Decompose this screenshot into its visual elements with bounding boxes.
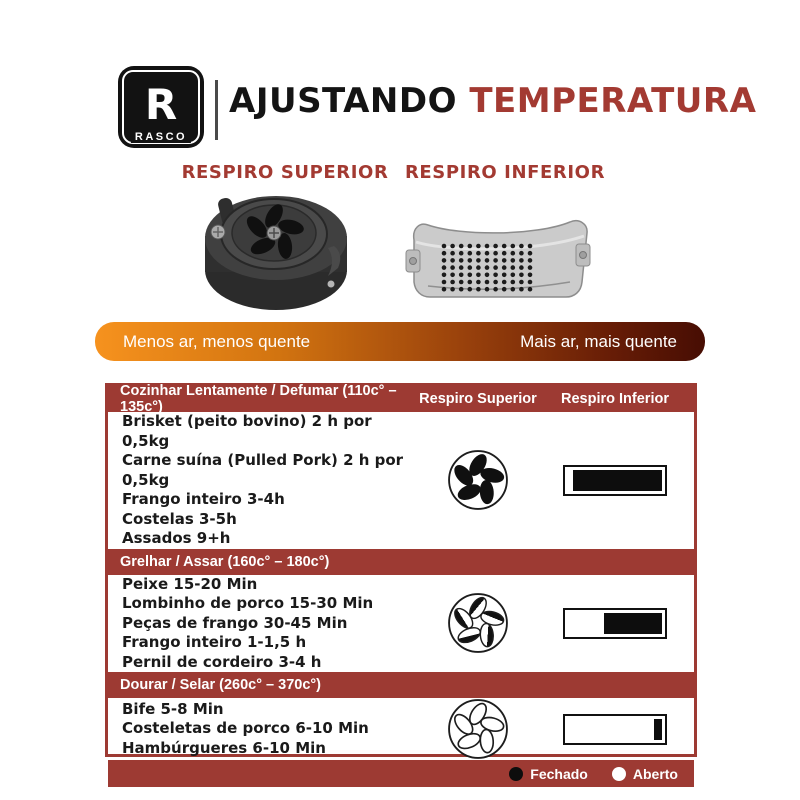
bottom-vent-indicator-half [542,608,688,639]
section-body-selar [108,698,694,760]
gradient-right-text: Mais ar, mais quente [520,331,677,351]
food-item: Costeletas de porco 6-10 Min [122,719,369,738]
food-item: Assados 9+h [122,529,231,547]
section-header-selar [108,672,694,698]
food-item: Carne suína (Pulled Pork) 2 h por 0,5kg [122,451,404,489]
bottom-vent-fill [604,613,662,634]
closed-dot-icon [509,767,523,781]
food-item: Peixe 15-20 Min [122,574,258,593]
food-item-list [108,575,414,673]
bottom-vent-fill [654,719,662,740]
top-vent-state-icon-half [414,592,542,654]
section-body-grelhar [108,575,694,673]
section-title: Cozinhar Lentamente / Defumar (110c° – 135c°) [120,383,397,415]
rasco-logo [118,66,204,148]
page-title [229,81,757,121]
food-item: Pernil de cordeiro 3-4 h [122,652,322,671]
top-vent-state-icon-closed [414,449,542,511]
bottom-vent-fill [573,470,662,491]
food-item: Frango inteiro 3-4h [122,490,285,508]
bottom-vent-indicator-open [542,714,688,745]
logo-brand-text: RASCO [131,131,191,143]
page-title-red: TEMPERATURA [469,81,757,121]
legend-aberto [612,766,678,782]
label-respiro-superior: RESPIRO SUPERIOR [181,162,389,183]
page-title-black: AJUSTANDO [229,81,470,121]
top-vent-photo [196,188,356,319]
column-header-respiro-inferior: Respiro Inferior [561,391,669,407]
food-item: Hambúrgueres 6-10 Min [122,738,326,757]
section-title: Grelhar / Assar (160c° – 180c°) [120,553,330,570]
food-item: Peças de frango 30-45 Min [122,613,348,632]
legend-fechado-label: Fechado [530,765,588,782]
food-item-list [108,700,414,759]
section-header-defumar [108,383,694,415]
bottom-vent-photo [398,200,598,309]
table-legend [108,760,694,787]
section-body-defumar [108,412,694,549]
legend-aberto-label: Aberto [632,765,678,782]
title-divider [215,80,218,140]
gradient-left-text: Menos ar, menos quente [123,331,311,351]
label-respiro-inferior: RESPIRO INFERIOR [404,162,606,183]
food-item-list [108,412,414,549]
section-header-grelhar [108,549,694,575]
airflow-gradient-bar [95,322,705,361]
open-dot-icon [612,767,626,781]
bottom-vent-indicator-closed [542,465,688,496]
food-item: Lombinho de porco 15-30 Min [122,594,374,612]
logo-r-glyph: R [144,80,178,129]
food-item: Costelas 3-5h [122,509,237,528]
top-vent-state-icon-open [414,698,542,760]
food-item: Frango inteiro 1-1,5 h [122,633,307,651]
section-title: Dourar / Selar (260c° – 370c°) [120,677,322,693]
food-item: Bife 5-8 Min [122,699,224,718]
temperature-table [105,383,697,782]
column-header-respiro-superior: Respiro Superior [419,391,537,407]
legend-fechado [509,766,588,782]
food-item: Brisket (peito bovino) 2 h por 0,5kg [122,412,372,450]
